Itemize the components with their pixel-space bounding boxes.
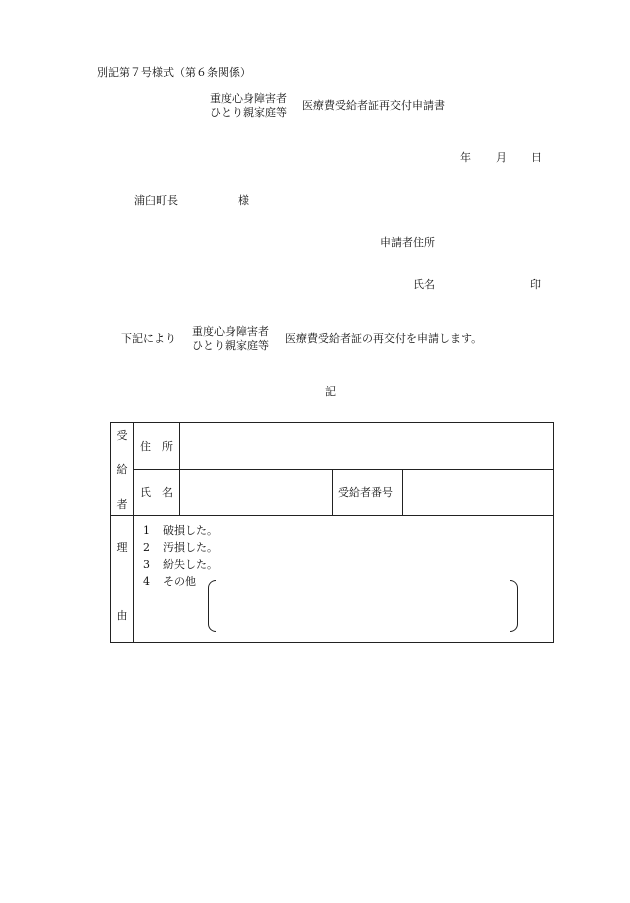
request-category-line2: ひとり親家庭等 — [192, 339, 269, 352]
addressee-honorific: 様 — [238, 194, 249, 207]
divider-number-left — [332, 469, 333, 516]
reason-num-2: 2 — [143, 541, 150, 554]
reason-num-1: 1 — [143, 524, 150, 537]
title-category — [210, 92, 287, 120]
seal-mark: 印 — [530, 278, 541, 291]
divider-number-right — [402, 469, 403, 516]
recipient-char-2: 給 — [116, 463, 128, 476]
request-suffix: 医療費受給者証の再交付を申請します。 — [285, 332, 483, 345]
recipient-char-1: 受 — [116, 429, 128, 442]
request-prefix: 下記により — [121, 332, 176, 345]
number-field[interactable] — [404, 471, 551, 513]
reason-char-2: 由 — [116, 609, 128, 622]
title-main: 医療費受給者証再交付申請書 — [302, 99, 445, 112]
date-month: 月 — [496, 151, 507, 164]
addressee-name: 浦臼町長 — [134, 194, 178, 207]
title-category-line2: ひとり親家庭等 — [210, 106, 287, 119]
name-label: 氏 名 — [140, 486, 173, 499]
reason-text-4[interactable]: その他 — [163, 575, 196, 588]
applicant-name-label: 氏名 — [413, 278, 435, 291]
date-day: 日 — [531, 151, 542, 164]
number-label: 受給者番号 — [338, 486, 393, 499]
address-field[interactable] — [181, 425, 551, 467]
other-reason-bracket-left — [208, 580, 216, 632]
form-label: 別記第７号様式（第６条関係） — [97, 66, 251, 79]
request-category-line1: 重度心身障害者 — [192, 325, 269, 338]
applicant-address-label: 申請者住所 — [380, 236, 435, 249]
reason-num-4: 4 — [143, 575, 150, 588]
reason-char-1: 理 — [116, 541, 128, 554]
other-reason-bracket-right — [510, 580, 518, 632]
date-year: 年 — [460, 151, 471, 164]
divider-reason-left — [133, 515, 134, 643]
recipient-char-3: 者 — [116, 498, 128, 511]
reason-text-1[interactable]: 破損した。 — [163, 524, 218, 537]
title-category-line1: 重度心身障害者 — [210, 92, 287, 105]
request-category — [192, 325, 269, 353]
divider-address-name — [133, 469, 554, 470]
reason-text-2[interactable]: 汚損した。 — [163, 541, 218, 554]
reason-num-3: 3 — [143, 558, 150, 571]
address-label: 住 所 — [140, 440, 173, 453]
ki-heading: 記 — [325, 385, 336, 398]
reason-text-3[interactable]: 紛失した。 — [163, 558, 218, 571]
name-field[interactable] — [181, 471, 330, 513]
other-reason-field[interactable] — [218, 582, 508, 630]
